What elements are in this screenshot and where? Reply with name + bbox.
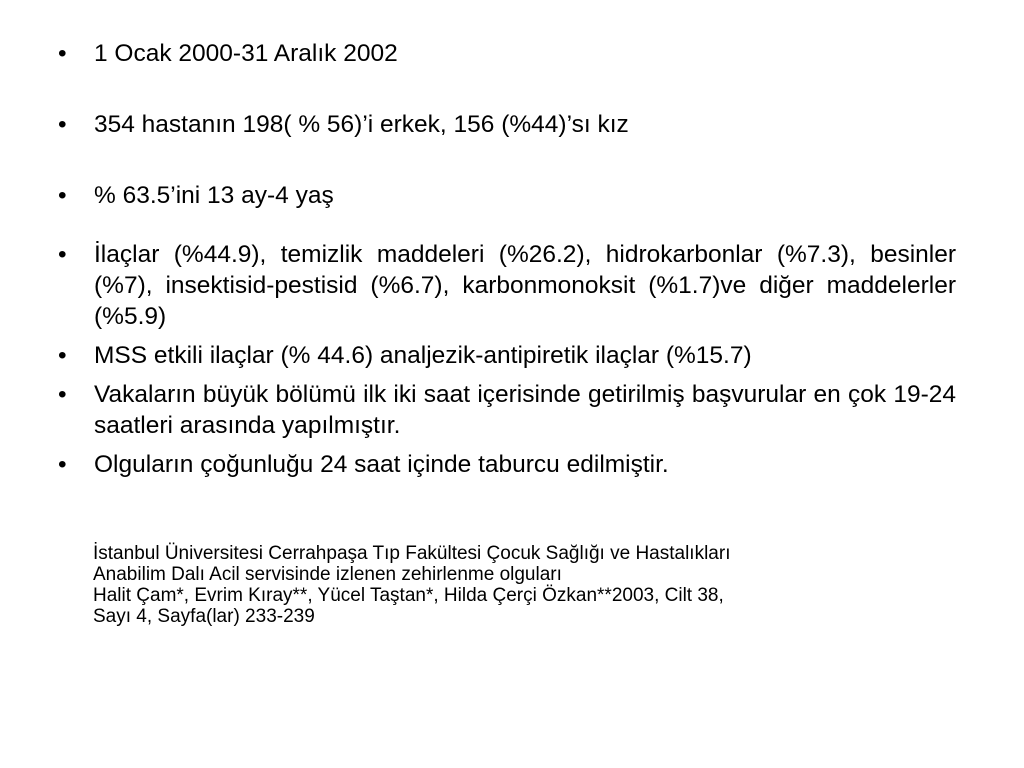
bullet-marker: • [58, 241, 67, 268]
bullet-text: 1 Ocak 2000-31 Aralık 2002 [94, 40, 398, 67]
list-item [58, 180, 956, 211]
list-item [58, 340, 956, 371]
bullet-marker: • [58, 342, 67, 369]
bullet-marker: • [58, 381, 67, 408]
list-item [58, 109, 956, 140]
bullet-marker: • [58, 451, 67, 478]
list-item [58, 379, 956, 441]
list-item [58, 449, 956, 480]
bullet-text: İlaçlar (%44.9), temizlik maddeleri (%26.2), hidrokarbonlar (%7.3), besinler (%7), insektisid-pestisid (%6.7), karbonmonoksit (%1.7)ve diğer maddelerler (%5.9) [94, 241, 956, 330]
citation-authors: Halit Çam*, Evrim Kıray**, Yücel Taştan*, Hilda Çerçi Özkan**2003, Cilt 38, [93, 585, 724, 606]
bullet-marker: • [58, 111, 67, 138]
citation-institution: İstanbul Üniversitesi Cerrahpaşa Tıp Fakültesi Çocuk Sağlığı ve Hastalıkları [93, 543, 731, 564]
bullet-text: % 63.5’ini 13 ay-4 yaş [94, 182, 334, 209]
citation-pages: Sayı 4, Sayfa(lar) 233-239 [93, 606, 315, 627]
bullet-marker: • [58, 182, 67, 209]
bullet-text: Vakaların büyük bölümü ilk iki saat içerisinde getirilmiş başvurular en çok 19-24 saatleri arasında yapılmıştır. [94, 381, 956, 439]
citation-title: Anabilim Dalı Acil servisinde izlenen zehirlenme olguları [93, 564, 562, 585]
bullet-text: Olguların çoğunluğu 24 saat içinde taburcu edilmiştir. [94, 451, 669, 478]
list-item [58, 239, 956, 332]
bullet-text: 354 hastanın 198( % 56)’i erkek, 156 (%44)’sı kız [94, 111, 629, 138]
bullet-marker: • [58, 40, 67, 67]
bullet-list [58, 38, 956, 480]
list-item [58, 38, 956, 69]
citation [93, 543, 973, 627]
bullet-text: MSS etkili ilaçlar (% 44.6) analjezik-antipiretik ilaçlar (%15.7) [94, 342, 752, 369]
